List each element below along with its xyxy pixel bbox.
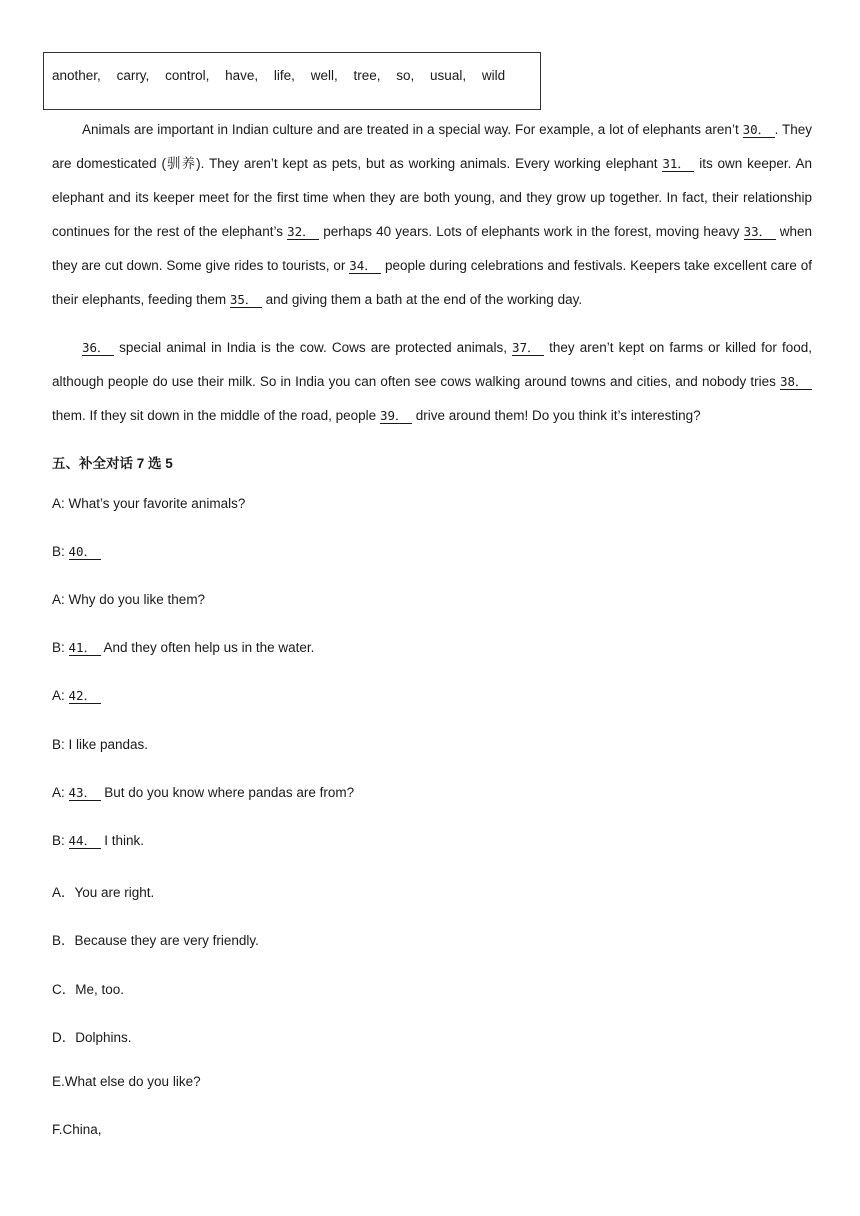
word-bank-item: life, — [273, 68, 295, 83]
dialogue-line — [52, 688, 101, 704]
dialogue-line — [52, 785, 354, 801]
answer-blank-32[interactable]: 32． — [287, 224, 319, 240]
answer-blank-43[interactable]: 43． — [69, 785, 101, 801]
answer-blank-31[interactable]: 31． — [662, 156, 694, 172]
option-e: E.What else do you like? — [52, 1074, 201, 1089]
dialogue-line — [52, 833, 144, 849]
answer-blank-30[interactable]: 30． — [743, 122, 775, 138]
passage-text: its own keeper. An elephant and its keeper meet for the first time when they are both young, and they grow up together. In fact, their relationship continues for the rest of the elephant’s — [52, 156, 812, 239]
passage-text: . They are domesticated (驯养). They aren’t kept as pets, but as working animals. Every working elephant — [52, 122, 812, 171]
option-f: F.China, — [52, 1122, 102, 1137]
word-bank-box — [43, 52, 541, 110]
dialogue-line — [52, 592, 205, 607]
dialogue-text: I think. — [100, 833, 145, 848]
speaker-label: A: — [52, 688, 69, 703]
passage-text: they aren’t kept on farms or killed for food, although people do use their milk. So in India you can often see cows walking around towns and cities, and nobody tries — [52, 340, 813, 389]
word-bank-item: usual, — [430, 68, 467, 83]
dialogue-line — [52, 496, 245, 511]
answer-blank-41[interactable]: 41． — [69, 640, 101, 656]
passage-text: when they are cut down. Some give rides to tourists, or — [52, 224, 812, 273]
passage-paragraph-2 — [52, 331, 812, 433]
dialogue-line — [52, 544, 101, 560]
option-b: B．Because they are very friendly. — [52, 933, 259, 948]
dialogue-line — [52, 640, 314, 656]
dialogue-text: But do you know where pandas are from? — [100, 785, 355, 800]
passage-paragraph-1 — [52, 113, 812, 317]
answer-blank-44[interactable]: 44． — [69, 833, 101, 849]
dialogue-text: A: What’s your favorite animals? — [52, 496, 246, 511]
speaker-label: B: — [52, 833, 69, 848]
option-a: A．You are right. — [52, 885, 155, 900]
dialogue-text: And they often help us in the water. — [100, 640, 315, 655]
answer-blank-34[interactable]: 34． — [349, 258, 381, 274]
word-bank-item: control, — [165, 68, 210, 83]
word-bank-item: another, — [52, 68, 101, 83]
word-bank-item: tree, — [353, 68, 381, 83]
word-bank — [52, 68, 517, 83]
answer-blank-37[interactable]: 37． — [512, 340, 544, 356]
passage-text: perhaps 40 years. Lots of elephants work in the forest, moving heavy — [319, 224, 744, 239]
passage-text: people during celebrations and festivals. Keepers take excellent care of their elephants, feeding them — [52, 258, 812, 307]
answer-blank-36[interactable]: 36． — [82, 340, 114, 356]
speaker-label: B: — [52, 544, 69, 559]
word-bank-item: carry, — [116, 68, 150, 83]
word-bank-item: wild — [481, 68, 506, 83]
dialogue-line — [52, 737, 148, 752]
speaker-label: A: — [52, 785, 69, 800]
answer-blank-35[interactable]: 35． — [230, 292, 262, 308]
option-d: D．Dolphins. — [52, 1030, 132, 1045]
passage-text: and giving them a bath at the end of the working day. — [261, 292, 583, 307]
answer-blank-39[interactable]: 39． — [380, 408, 412, 424]
passage-text: Animals are important in Indian culture and are treated in a special way. For example, a lot of elephants aren’t — [82, 122, 743, 137]
answer-blank-33[interactable]: 33． — [744, 224, 776, 240]
speaker-label: B: — [52, 640, 69, 655]
dialogue-text: B: I like pandas. — [52, 737, 149, 752]
answer-blank-42[interactable]: 42． — [69, 688, 101, 704]
section-heading: 五、补全对话 7 选 5 — [52, 456, 173, 471]
dialogue-text: A: Why do you like them? — [52, 592, 206, 607]
word-bank-item: well, — [310, 68, 338, 83]
passage-text: them. If they sit down in the middle of the road, people — [52, 408, 380, 423]
word-bank-item: so, — [396, 68, 415, 83]
passage-text: drive around them! Do you think it’s interesting? — [411, 408, 701, 423]
answer-blank-40[interactable]: 40． — [69, 544, 101, 560]
answer-blank-38[interactable]: 38． — [780, 374, 812, 390]
word-bank-item: have, — [225, 68, 259, 83]
passage-text: special animal in India is the cow. Cows are protected animals, — [114, 340, 513, 355]
option-c: C．Me, too. — [52, 982, 125, 997]
